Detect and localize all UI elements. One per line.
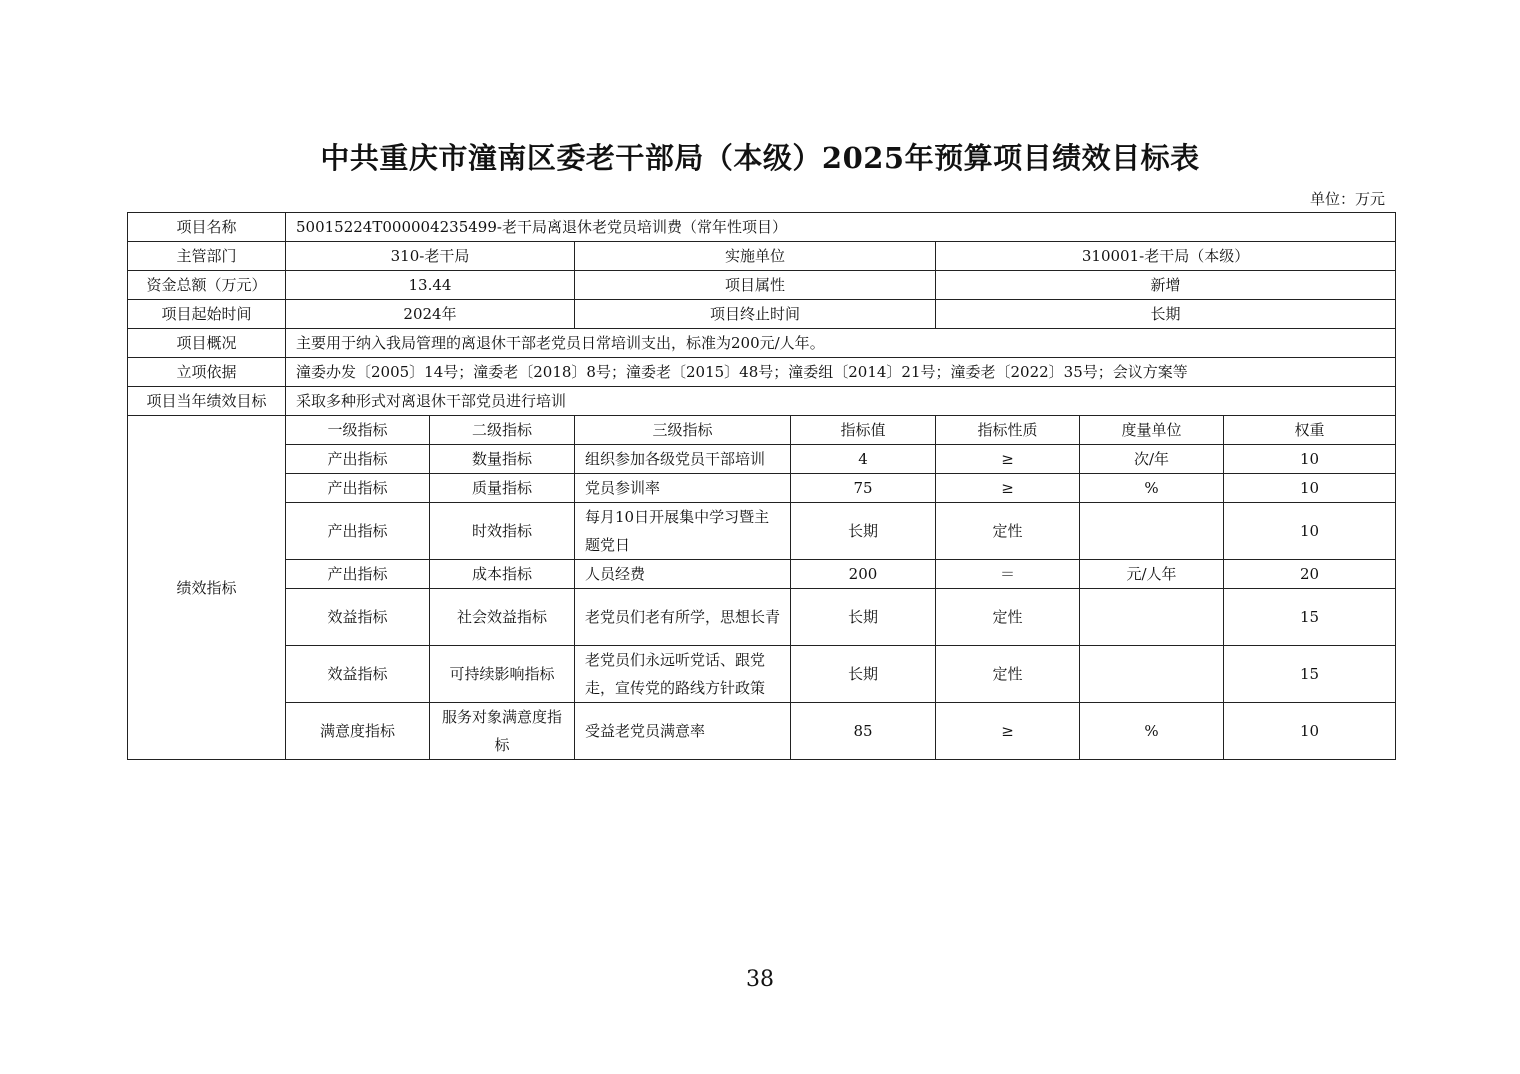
nature-cell: 定性	[936, 589, 1080, 646]
basis-label: 立项依据	[128, 358, 286, 387]
value-cell: 85	[791, 703, 936, 760]
unit-cell	[1080, 503, 1224, 560]
weight-cell: 10	[1224, 503, 1396, 560]
indicator-row	[128, 474, 1396, 503]
funds-value: 13.44	[286, 271, 575, 300]
unit-cell	[1080, 646, 1224, 703]
start-value: 2024年	[286, 300, 575, 329]
project-name-value: 50015224T000004235499-老干局离退休老党员培训费（常年性项目）	[286, 213, 1396, 242]
header-level2: 二级指标	[430, 416, 575, 445]
level3-cell: 人员经费	[575, 560, 791, 589]
indicator-row	[128, 560, 1396, 589]
unit-cell: %	[1080, 474, 1224, 503]
level2-cell: 服务对象满意度指标	[430, 703, 575, 760]
indicator-row	[128, 646, 1396, 703]
indicators-section-label: 绩效指标	[128, 416, 286, 760]
overview-label: 项目概况	[128, 329, 286, 358]
level2-cell: 数量指标	[430, 445, 575, 474]
header-value: 指标值	[791, 416, 936, 445]
table-row	[128, 271, 1396, 300]
table-row	[128, 300, 1396, 329]
value-cell: 长期	[791, 503, 936, 560]
unit-cell: %	[1080, 703, 1224, 760]
performance-table	[127, 212, 1396, 760]
unit-cell	[1080, 589, 1224, 646]
attr-label: 项目属性	[575, 271, 936, 300]
level1-cell: 产出指标	[286, 474, 430, 503]
nature-cell: ＝	[936, 560, 1080, 589]
indicator-row	[128, 503, 1396, 560]
page-title: 中共重庆市潼南区委老干部局（本级）2025年预算项目绩效目标表	[320, 141, 1200, 175]
goal-value: 采取多种形式对离退休干部党员进行培训	[286, 387, 1396, 416]
header-unit: 度量单位	[1080, 416, 1224, 445]
level3-cell: 受益老党员满意率	[575, 703, 791, 760]
level1-cell: 效益指标	[286, 646, 430, 703]
funds-label: 资金总额（万元）	[128, 271, 286, 300]
indicator-row	[128, 703, 1396, 760]
level3-cell: 组织参加各级党员干部培训	[575, 445, 791, 474]
level2-cell: 时效指标	[430, 503, 575, 560]
impl-unit-label: 实施单位	[575, 242, 936, 271]
table-row	[128, 329, 1396, 358]
value-cell: 75	[791, 474, 936, 503]
start-label: 项目起始时间	[128, 300, 286, 329]
level1-cell: 产出指标	[286, 503, 430, 560]
level2-cell: 社会效益指标	[430, 589, 575, 646]
level1-cell: 产出指标	[286, 560, 430, 589]
table-row	[128, 242, 1396, 271]
value-cell: 4	[791, 445, 936, 474]
project-name-label: 项目名称	[128, 213, 286, 242]
dept-value: 310-老干局	[286, 242, 575, 271]
header-nature: 指标性质	[936, 416, 1080, 445]
value-cell: 长期	[791, 646, 936, 703]
attr-value: 新增	[936, 271, 1396, 300]
level2-cell: 成本指标	[430, 560, 575, 589]
level1-cell: 产出指标	[286, 445, 430, 474]
level3-cell: 老党员们永远听党话、跟党走，宣传党的路线方针政策	[575, 646, 791, 703]
nature-cell: 定性	[936, 646, 1080, 703]
nature-cell: ≥	[936, 445, 1080, 474]
page-number: 38	[746, 967, 774, 992]
header-level3: 三级指标	[575, 416, 791, 445]
table-row	[128, 213, 1396, 242]
indicator-header-row	[128, 416, 1396, 445]
goal-label: 项目当年绩效目标	[128, 387, 286, 416]
level3-cell: 每月10日开展集中学习暨主题党日	[575, 503, 791, 560]
basis-value: 潼委办发〔2005〕14号；潼委老〔2018〕8号；潼委老〔2015〕48号；潼委组〔2014〕21号；潼委老〔2022〕35号；会议方案等	[286, 358, 1396, 387]
dept-label: 主管部门	[128, 242, 286, 271]
nature-cell: ≥	[936, 703, 1080, 760]
unit-cell: 元/人年	[1080, 560, 1224, 589]
table-row	[128, 358, 1396, 387]
weight-cell: 20	[1224, 560, 1396, 589]
level1-cell: 满意度指标	[286, 703, 430, 760]
level3-cell: 党员参训率	[575, 474, 791, 503]
nature-cell: ≥	[936, 474, 1080, 503]
weight-cell: 15	[1224, 589, 1396, 646]
unit-cell: 次/年	[1080, 445, 1224, 474]
level1-cell: 效益指标	[286, 589, 430, 646]
value-cell: 200	[791, 560, 936, 589]
weight-cell: 10	[1224, 474, 1396, 503]
unit-label: 单位：万元	[1309, 190, 1385, 208]
level3-cell: 老党员们老有所学，思想长青	[575, 589, 791, 646]
weight-cell: 15	[1224, 646, 1396, 703]
indicator-row	[128, 445, 1396, 474]
nature-cell: 定性	[936, 503, 1080, 560]
end-value: 长期	[936, 300, 1396, 329]
weight-cell: 10	[1224, 703, 1396, 760]
header-weight: 权重	[1224, 416, 1396, 445]
header-level1: 一级指标	[286, 416, 430, 445]
value-cell: 长期	[791, 589, 936, 646]
overview-value: 主要用于纳入我局管理的离退休干部老党员日常培训支出，标准为200元/人年。	[286, 329, 1396, 358]
level2-cell: 质量指标	[430, 474, 575, 503]
impl-unit-value: 310001-老干局（本级）	[936, 242, 1396, 271]
level2-cell: 可持续影响指标	[430, 646, 575, 703]
weight-cell: 10	[1224, 445, 1396, 474]
indicator-row	[128, 589, 1396, 646]
table-row	[128, 387, 1396, 416]
end-label: 项目终止时间	[575, 300, 936, 329]
